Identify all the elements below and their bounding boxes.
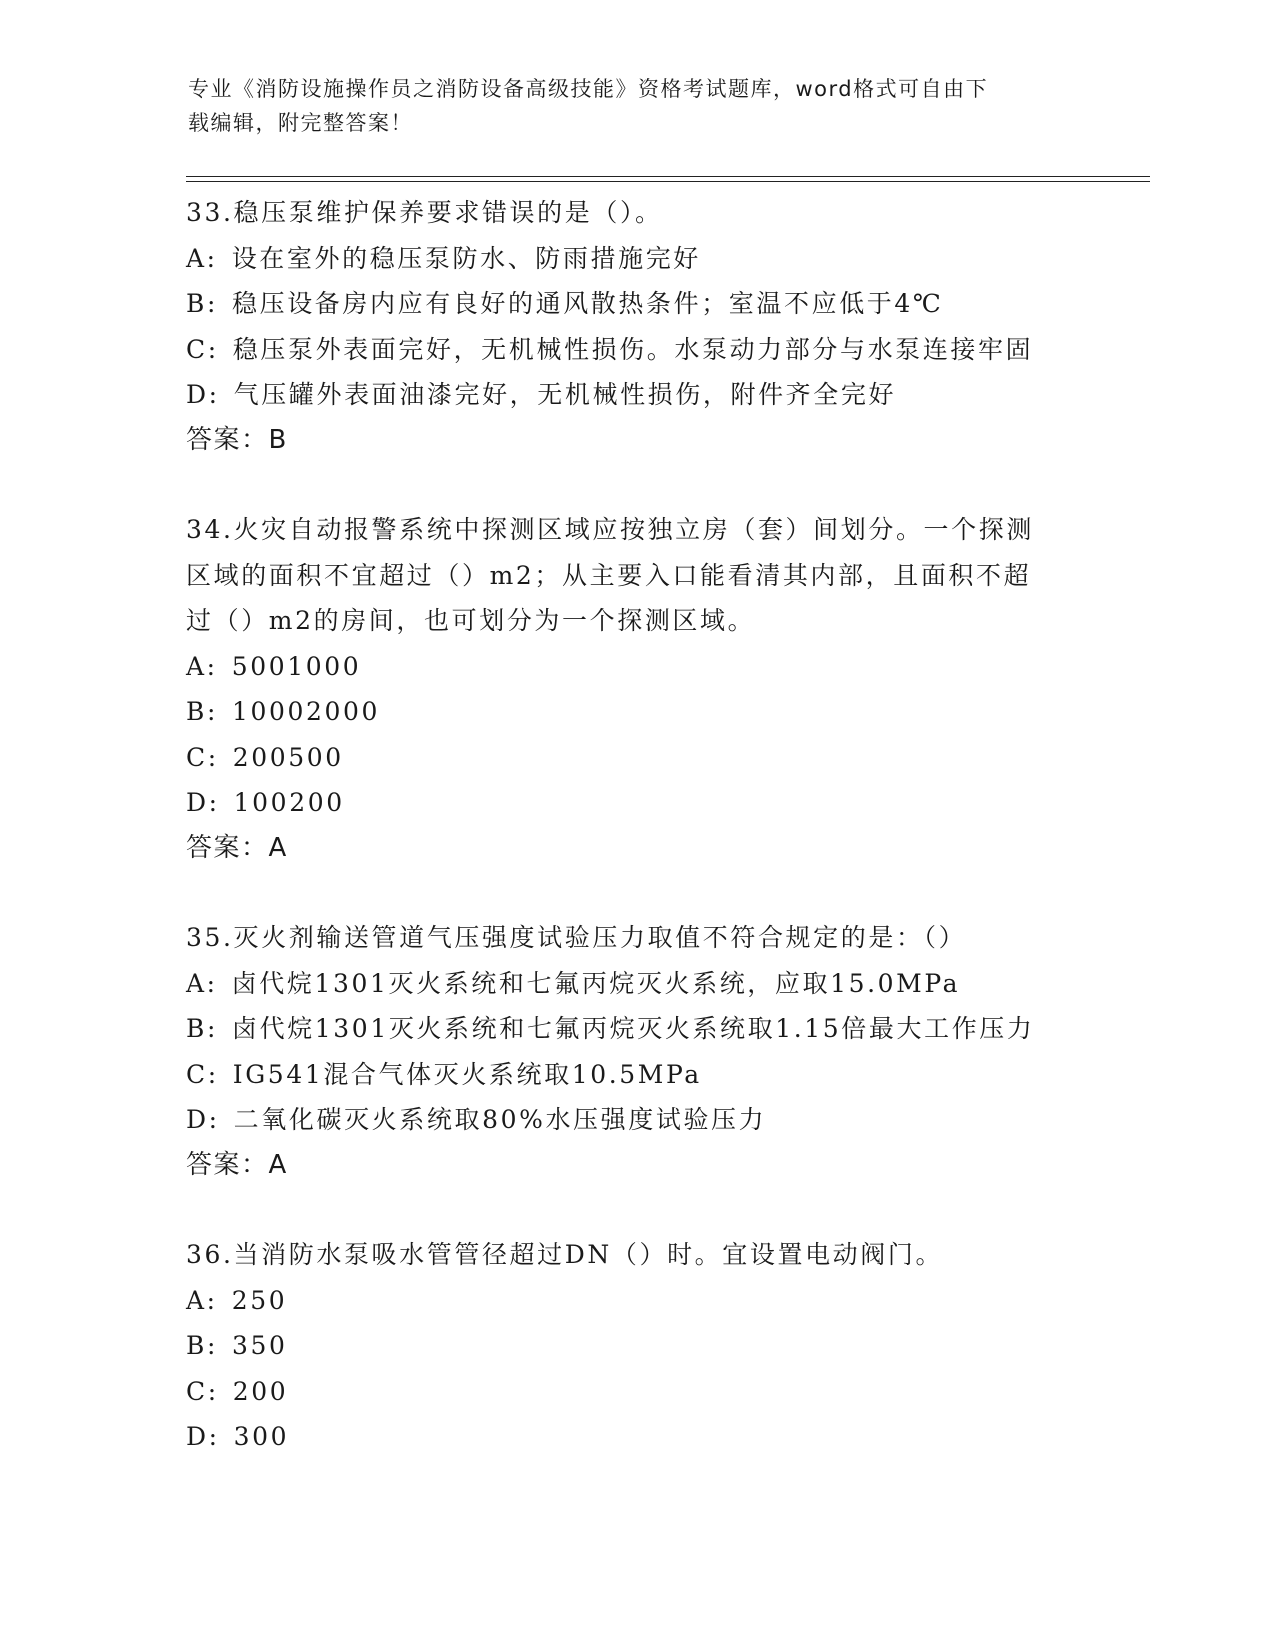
option-label: D: [186, 1422, 220, 1451]
option-label: B: [186, 289, 218, 318]
question-list [186, 190, 1086, 1460]
option-label: D: [186, 380, 220, 409]
option-d [186, 780, 1086, 826]
question-33 [186, 190, 1086, 463]
question-stem: 区域的面积不宜超过（）m2；从主要入口能看清其内部，且面积不超 [186, 560, 1032, 590]
question-stem: 33.稳压泵维护保养要求错误的是（）。 [186, 198, 663, 227]
option-b [186, 1323, 1086, 1369]
option-label: D: [186, 1105, 220, 1134]
option-label: A: [186, 968, 218, 998]
question-35 [186, 915, 1086, 1188]
answer-line: 答案：A [186, 832, 288, 863]
option-text: 二氧化碳灭火系统取80%水压强度试验压力 [233, 1105, 767, 1134]
option-a [186, 644, 1086, 690]
answer-line: 答案：A [186, 1149, 288, 1180]
question-stem: 34.火灾自动报警系统中探测区域应按独立房（套）间划分。一个探测 [186, 515, 1034, 544]
option-label: A: [186, 243, 218, 273]
page-header [188, 72, 1068, 140]
option-text: 200500 [232, 742, 344, 772]
option-a [186, 236, 1086, 282]
option-text: 250 [231, 1285, 288, 1315]
option-label: B: [186, 1331, 218, 1360]
option-c [186, 327, 1086, 373]
option-text: IG541混合气体灭火系统取10.5MPa [232, 1059, 702, 1089]
option-label: C: [186, 742, 219, 772]
option-text: 卤代烷1301灭火系统和七氟丙烷灭火系统，应取15.0MPa [231, 968, 961, 998]
option-c [186, 1369, 1086, 1415]
option-text: 10002000 [232, 697, 381, 726]
option-d [186, 1097, 1086, 1143]
option-a [186, 1278, 1086, 1324]
option-text: 100200 [233, 788, 345, 817]
option-label: C: [186, 334, 219, 364]
option-label: A: [186, 651, 218, 681]
header-divider [186, 181, 1150, 182]
option-label: D: [186, 788, 220, 817]
option-label: A: [186, 1285, 218, 1315]
option-text: 卤代烷1301灭火系统和七氟丙烷灭火系统取1.15倍最大工作压力 [232, 1014, 1035, 1043]
question-34 [186, 507, 1086, 871]
option-text: 300 [233, 1422, 290, 1451]
option-text: 稳压泵外表面完好，无机械性损伤。水泵动力部分与水泵连接牢固 [232, 334, 1034, 364]
option-label: C: [186, 1059, 219, 1089]
option-text: 气压罐外表面油漆完好，无机械性损伤，附件齐全完好 [233, 380, 897, 409]
option-d [186, 1414, 1086, 1460]
header-divider [186, 176, 1150, 177]
answer-line: 答案：B [186, 424, 288, 455]
option-b [186, 689, 1086, 735]
option-label: B: [186, 697, 218, 726]
question-stem: 35.灭火剂输送管道气压强度试验压力取值不符合规定的是：（） [186, 923, 967, 952]
option-text: 设在室外的稳压泵防水、防雨措施完好 [231, 243, 701, 273]
option-text: 稳压设备房内应有良好的通风散热条件；室温不应低于4℃ [232, 289, 944, 318]
option-b [186, 281, 1086, 327]
option-c [186, 735, 1086, 781]
option-c [186, 1052, 1086, 1098]
option-label: C: [186, 1376, 219, 1406]
header-line: 载编辑，附完整答案！ [188, 111, 413, 135]
question-stem: 过（）m2的房间，也可划分为一个探测区域。 [186, 606, 756, 635]
option-label: B: [186, 1014, 218, 1043]
question-36 [186, 1232, 1086, 1460]
option-a [186, 961, 1086, 1007]
option-text: 5001000 [231, 651, 362, 681]
option-d [186, 372, 1086, 418]
question-stem: 36.当消防水泵吸水管管径超过DN（）时。宜设置电动阀门。 [186, 1240, 944, 1269]
option-text: 350 [232, 1331, 288, 1360]
option-b [186, 1006, 1086, 1052]
option-text: 200 [232, 1376, 289, 1406]
header-line: 专业《消防设施操作员之消防设备高级技能》资格考试题库，word格式可自由下 [188, 77, 989, 101]
